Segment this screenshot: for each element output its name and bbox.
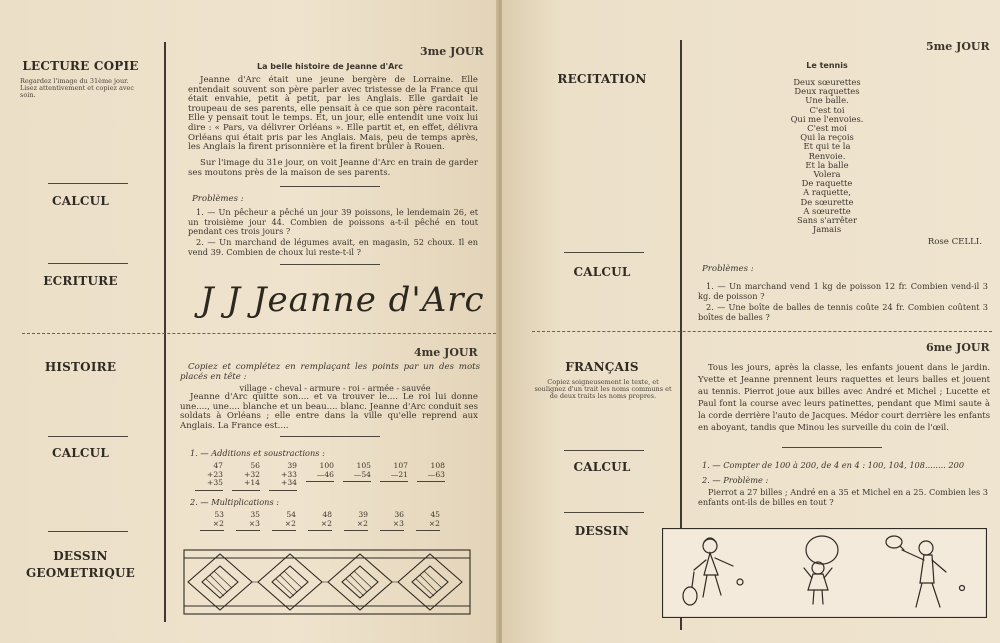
jour-3-text-2: Sur l'image du 31e jour, on voit Jeanne d'Arc en train de garder ses moutons près de la maison de ses parents.: [188, 158, 478, 178]
jour-4-text: Jeanne d'Arc quitte son.... et va trouver le.... Le roi lui donne une...., une.... blanche et un beau.... blanc. Jeanne d'Arc conduit ses soldats à Orléans ; elle entre dans la ville qu'elle reprend aux Anglais. La France est....: [180, 392, 478, 431]
jour-3-problem-2: 2. — Un marchand de légumes avait, en magasin, 52 choux. Il en vend 39. Combien de choux lui reste-t-il ?: [188, 237, 478, 257]
divider: [48, 183, 128, 184]
heading-lecture-copie: LECTURE COPIE: [22, 59, 139, 73]
day-separator: [22, 333, 496, 334]
right-page: [502, 0, 1000, 643]
jour-5-label: 5me JOUR: [926, 40, 990, 53]
jour-5-problem-1: 1. — Un marchand vend 1 kg de poisson 12 fr. Combien vend-il 3 kg. de poisson ?: [698, 281, 988, 301]
divider: [280, 264, 380, 265]
multiplication-item: 53 ×2: [200, 511, 224, 531]
poem-author: Rose CELLI.: [927, 237, 982, 247]
multiplication-item: 39 ×2: [344, 511, 368, 531]
divider: [48, 531, 128, 532]
jour-5-problems-label: Problèmes :: [702, 264, 754, 274]
lecture-copie-note: Regardez l'image du 31ème jour. Lisez attentivement et copiez avec soin.: [20, 77, 134, 99]
jour-5-problem-2: 2. — Une boîte de balles de tennis coûte 24 fr. Combien coûtent 3 boîtes de balles ?: [698, 302, 988, 322]
additions-label: 1. — Additions et soustractions :: [190, 448, 325, 458]
divider: [564, 252, 644, 253]
jour-4-instruction: Copiez et complétez en remplaçant les points par un des mots placés en tête :: [180, 362, 480, 382]
count-exercise: 1. — Compter de 100 à 200, de 4 en 4 : 100, 104, 108........ 200: [702, 460, 965, 470]
jour-3-label: 3me JOUR: [420, 45, 484, 58]
jour-3-problem-1: 1. — Un pêcheur a pêché un jour 39 poissons, le lendemain 26, et un troisième jour 44. Combien de poissons a-t-il pêché en tout pendant ces trois jours ?: [188, 207, 478, 237]
addition-item: 56 +32 +14: [232, 462, 260, 491]
subtraction-item: 107 —21: [380, 462, 408, 482]
multiplications-label: 2. — Multiplications :: [190, 497, 280, 507]
subtraction-item: 100 —46: [306, 462, 334, 482]
heading-francais: FRANÇAIS: [565, 360, 639, 374]
divider: [782, 447, 882, 448]
children-playing-tennis-drawing: [662, 528, 987, 618]
francais-note: Copiez soigneusement le texte, et soulignez d'un trait les noms communs et de deux traits les noms propres.: [534, 378, 672, 400]
heading-recitation: RECITATION: [557, 72, 647, 86]
left-page: [0, 0, 498, 643]
multiplication-item: 54 ×2: [272, 511, 296, 531]
jour-4-label: 4me JOUR: [414, 346, 478, 359]
heading-calcul-2: CALCUL: [52, 446, 109, 460]
heading-calcul-3: CALCUL: [573, 265, 631, 279]
jour-6-label: 6me JOUR: [926, 341, 990, 354]
multiplication-item: 48 ×2: [308, 511, 332, 531]
jour-5-title: Le tennis: [806, 61, 848, 70]
divider: [564, 450, 644, 451]
vertical-rule: [164, 42, 166, 622]
subtraction-item: 105 —54: [343, 462, 371, 482]
jour-6-text: Tous les jours, après la classe, les enfants jouent dans le jardin. Yvette et Jeanne prennent leurs raquettes et leurs balles et jouent au tennis. Pierrot joue aux billes avec André et Michel ; Lucette et Paul font la course avec leurs patinettes, pendant que Mimi saute à la corde derrière l'auto de Jacques. Médor court derrière les enfants en aboyant, tandis que Minou les surveille du coin de l'œil.: [698, 362, 990, 432]
heading-dessin: DESSIN: [574, 524, 630, 538]
heading-ecriture: ECRITURE: [43, 274, 118, 288]
day-separator: [532, 331, 992, 332]
jour-4-words: village - cheval - armure - roi - armée - sauvée: [239, 383, 431, 393]
heading-histoire: HISTOIRE: [44, 360, 117, 374]
divider: [280, 436, 380, 437]
divider: [48, 263, 128, 264]
poem: Deux sœurettes Deux raquettes Une balle. C'est toi Qui me l'envoies. C'est moi Qui la reçois Et qui te la Renvoie. Et la balle Volera De raquette A raquette, De sœurette A sœurette Sans s'arrêter Jamais: [790, 77, 864, 235]
subtraction-item: 108 —63: [417, 462, 445, 482]
multiplication-item: 45 ×2: [416, 511, 440, 531]
divider: [280, 186, 380, 187]
heading-dessin-geometrique: DESSIN GEOMETRIQUE: [25, 549, 136, 580]
heading-calcul-1: CALCUL: [52, 194, 109, 208]
addition-item: 39 +33 +34: [269, 462, 297, 491]
divider: [48, 436, 128, 437]
jour-3-problems-label: Problèmes :: [192, 194, 244, 204]
heading-calcul-4: CALCUL: [573, 460, 631, 474]
jour-6-problem-label: 2. — Problème :: [702, 475, 769, 485]
geometric-pattern-drawing: [182, 548, 472, 618]
jour-6-problem: Pierrot a 27 billes ; André en a 35 et Michel en a 25. Combien les 3 enfants ont-ils de billes en tout ?: [698, 487, 988, 507]
jour-3-title: La belle histoire de Jeanne d'Arc: [257, 62, 403, 71]
multiplication-item: 35 ×3: [236, 511, 260, 531]
jour-3-text: Jeanne d'Arc était une jeune bergère de Lorraine. Elle entendait souvent son père parler avec tristesse de la France qui était envahie, petit à petit, par les Anglais. Elle gardait le troupeau de ses parents, elle pensait à ce que son père racontait. Elle y pensait tout le temps. Et, un jour, elle entendit une voix lui dire : « Pars, va délivrer Orléans ». Elle partit et, en effet, délivra Orléans qui était pris par les Anglais. Mais, peu de temps après, les Anglais la firent prisonnière et la firent brûler à Rouen.: [188, 75, 478, 153]
divider: [564, 512, 644, 513]
addition-item: 47 +23 +35: [195, 462, 223, 491]
multiplication-item: 36 ×3: [380, 511, 404, 531]
handwriting-sample: J J Jeanne d'Arc: [200, 280, 485, 320]
